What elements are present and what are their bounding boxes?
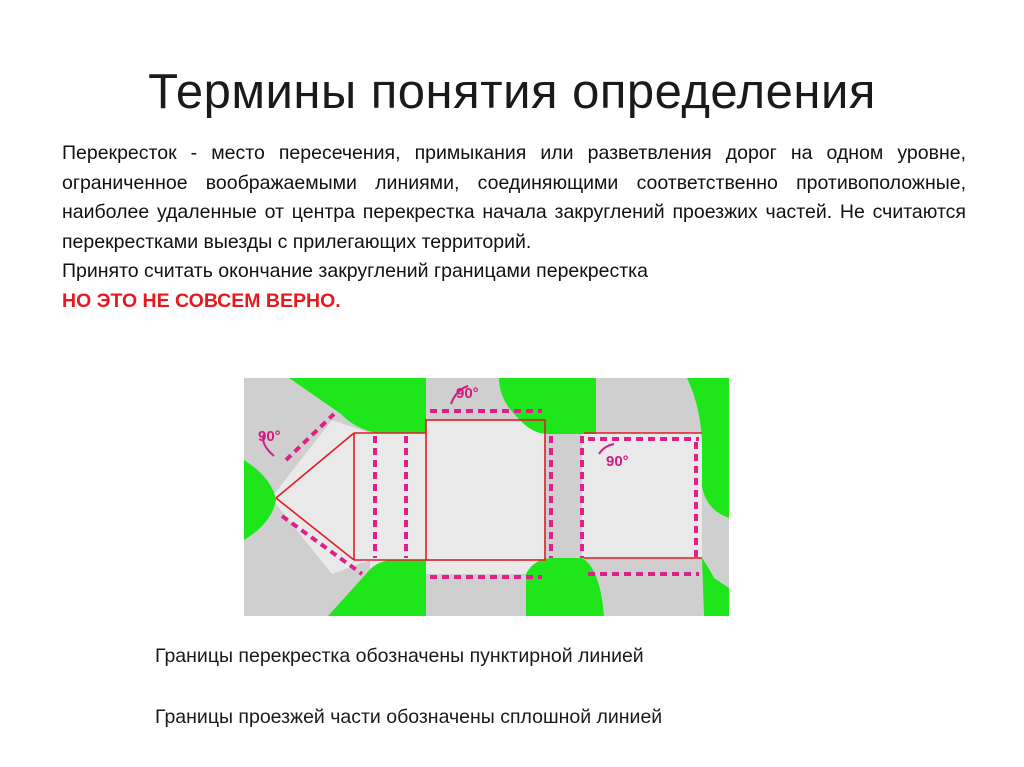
intersection-definition: Перекресток - место пересечения, примыкания или разветвления дорог на одном уровне, ограниченное воображаемыми линиями, соединяющими соответственно противоположные, наиболее удаленные от центра перекрестка начала закруглений проезжих частей. Не считаются перекрестками выезды с прилегающих территорий. (62, 142, 966, 253)
accepted-note: Принято считать окончание закруглений границами перекрестка (62, 260, 648, 282)
angle-label-left: 90° (258, 428, 281, 445)
intersection-diagram (244, 378, 729, 616)
angle-label-top: 90° (456, 385, 479, 402)
angle-label-right: 90° (606, 453, 629, 470)
caption-solid: Границы проезжей части обозначены сплошной линией (155, 706, 663, 728)
text-block (62, 139, 966, 316)
page-title: Термины понятия определения (148, 65, 876, 119)
caption-dashed: Границы перекрестка обозначены пунктирной линией (155, 645, 644, 667)
warning-note: НО ЭТО НЕ СОВСЕМ ВЕРНО. (62, 289, 341, 312)
